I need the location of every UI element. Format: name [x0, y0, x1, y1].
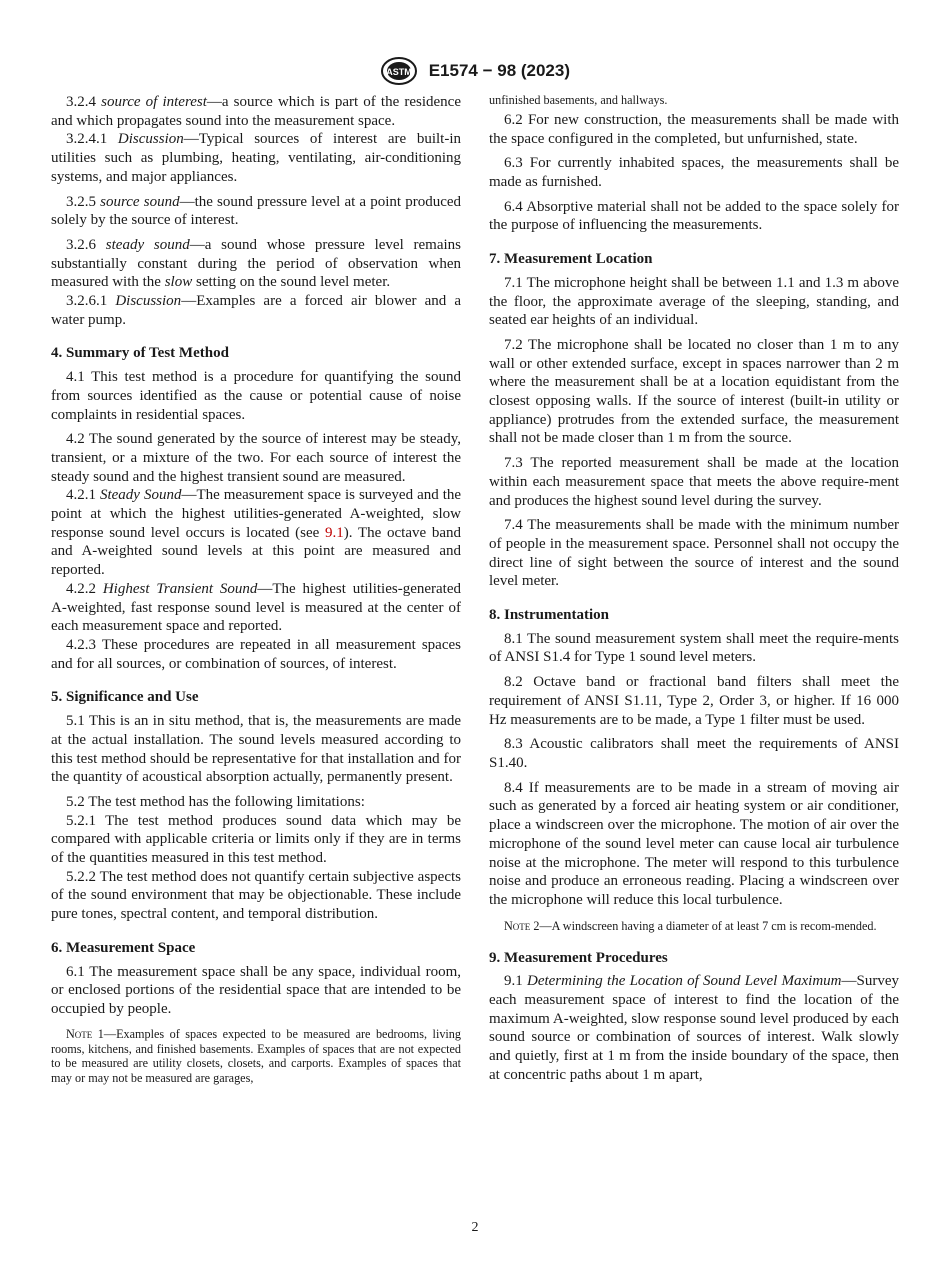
para-5-2-1: 5.2.1 The test method produces sound data which may be compared with applicable criteria or limits only if they are in terms of the quantities measured in this test method. [51, 812, 461, 867]
para-8-1: 8.1 The sound measurement system shall meet the require-ments of ANSI S1.4 for Type 1 sound level meters. [489, 630, 899, 666]
left-column [51, 93, 461, 1086]
para-6-4: 6.4 Absorptive material shall not be added to the space solely for the purpose of influencing the measurements. [489, 198, 899, 234]
logo-text: ASTM [386, 67, 412, 77]
para-7-1: 7.1 The microphone height shall be between 1.1 and 1.3 m above the floor, the approximate average of the sleeping, standing, and seated ear heights of an individual. [489, 274, 899, 329]
page-header [0, 56, 950, 86]
para-8-3: 8.3 Acoustic calibrators shall meet the requirements of ANSI S1.40. [489, 736, 899, 771]
para-4-2: 4.2 The sound generated by the source of interest may be steady, transient, or a mixture of the two. For each source of interest the steady sound and the highest transient sound are measured. [51, 431, 461, 485]
para-4-1: 4.1 This test method is a procedure for quantifying the sound from sources identified as the cause or potential cause of noise complaints in residential spaces. [51, 369, 461, 423]
section-8-heading: 8. Instrumentation [489, 607, 610, 624]
para-3-2-6-1: 3.2.6.1 Discussion—Examples are a forced air blower and a water pump. [51, 293, 462, 328]
page-number: 2 [471, 1220, 479, 1235]
para-5-2: 5.2 The test method has the following limitations: [66, 793, 365, 810]
note-1: Note 1—Examples of spaces expected to be measured are bedrooms, living rooms, kitchens, and finished basements. Examples of spaces that are not expected to be measured are utility closets, closets, and carports. Examples of spaces that may or may not be measured are garages, [51, 1026, 461, 1086]
para-3-2-5: 3.2.5 source sound—the sound pressure level at a point produced solely by the source of interest. [51, 193, 462, 229]
para-7-2: 7.2 The microphone shall be located no closer than 1 m to any wall or other extended surface, except in spaces narrower than 2 m where the measurement shall be at a location equidistant from the closest opposing walls. If the source of interest (built-in utility or appliance) protrudes from the extended surface, the measurement shall not be made closer than 1 m from the source. [489, 336, 899, 447]
para-3-2-4: 3.2.4 source of interest—a source which is part of the residence and which propagates sound into the measurement space. [51, 94, 461, 129]
section-9-1-link[interactable]: 9.1 [325, 524, 344, 541]
note-2: Note 2—A windscreen having a diameter of at least 7 cm is recom-mended. [504, 918, 877, 933]
section-9-heading: 9. Measurement Procedures [489, 949, 668, 966]
document-designation: E1574 − 98 (2023) [428, 61, 571, 80]
para-3-2-4-1: 3.2.4.1 Discussion—Typical sources of interest are built-in utilities such as plumbing, heating, ventilating, air-conditioning systems, and major appliances. [51, 131, 461, 185]
para-8-4: 8.4 If measurements are to be made in a stream of moving air such as generated by a forced air heating system or air conditioner, place a windscreen over the microphone. The motion of air over the microphone of the sound level meter can cause local air turbulence noise at the microphone. The meter will respond to this turbulence noise and produce an erroneous reading. Placing a windscreen over the microphone will reduce this local turbulence. [489, 779, 899, 908]
para-4-2-2: 4.2.2 Highest Transient Sound—The highest utilities-generated A-weighted, fast response sound level is measured at the center of each measurement space and reported. [51, 580, 461, 635]
section-7-heading: 7. Measurement Location [489, 251, 653, 268]
section-6-heading: 6. Measurement Space [51, 939, 196, 956]
para-6-2: 6.2 For new construction, the measurements shall be made with the space configured in the completed, but unfurnished, state. [489, 111, 899, 147]
para-3-2-6: 3.2.6 steady sound—a sound whose pressure level remains substantially constant during the period of observation when measured with the slow setting on the sound level meter. [51, 236, 462, 291]
para-7-3: 7.3 The reported measurement shall be made at the location within each measurement space that meets the above require-ment and produces the highest sound level during the survey. [489, 455, 899, 509]
para-4-2-1: 4.2.1 Steady Sound—The measurement space is surveyed and the point at which the highest utilities-generated A-weighted, slow response sound level occurs is located (see 9.1). The octave band and A-weighted sound levels at this point are measured and reported. [51, 487, 462, 579]
para-6-1: 6.1 The measurement space shall be any space, individual room, or enclosed portions of the residential space that are intended to be occupied by people. [51, 963, 461, 1017]
para-8-2: 8.2 Octave band or fractional band filters shall meet the requirement of ANSI S1.11, Type 2, Order 3, or higher. If 16 000 Hz measurements are to be made, a Type 1 filter must be used. [489, 674, 899, 728]
para-6-3: 6.3 For currently inhabited spaces, the measurements shall be made as furnished. [489, 155, 899, 191]
section-4-heading: 4. Summary of Test Method [51, 345, 229, 362]
right-column [489, 93, 899, 1084]
para-7-4: 7.4 The measurements shall be made with the minimum number of people in the measurement space. Personnel shall not occupy the direct line of sight between the source of interest and the sound level meter. [489, 517, 899, 590]
para-5-2-2: 5.2.2 The test method does not quantify certain subjective aspects of the sound environment that may be objectionable. These include pure tones, spectral content, and temporal distribution. [51, 868, 461, 923]
para-9-1: 9.1 Determining the Location of Sound Level Maximum—Survey each measurement space of interest to find the location of the maximum A-weighted, slow response sound level produced by each sound source or combination of sources of interest. Walk slowly and quietly, first at 1 m from the inside boundary of the space, then at concentric paths about 1 m apart, [489, 973, 899, 1083]
section-5-heading: 5. Significance and Use [51, 689, 199, 706]
astm-logo-icon [380, 56, 418, 86]
note-1-continued: unfinished basements, and hallways. [489, 93, 668, 107]
para-5-1: 5.1 This is an in situ method, that is, the measurements are made at the actual installation. The sound levels measured according to this test method should be representative for that installation and for the quantity of acoustical absorption actually, permanently present. [51, 713, 461, 786]
para-4-2-3: 4.2.3 These procedures are repeated in all measurement spaces and for all sources, or combination of sources, of interest. [51, 636, 461, 672]
